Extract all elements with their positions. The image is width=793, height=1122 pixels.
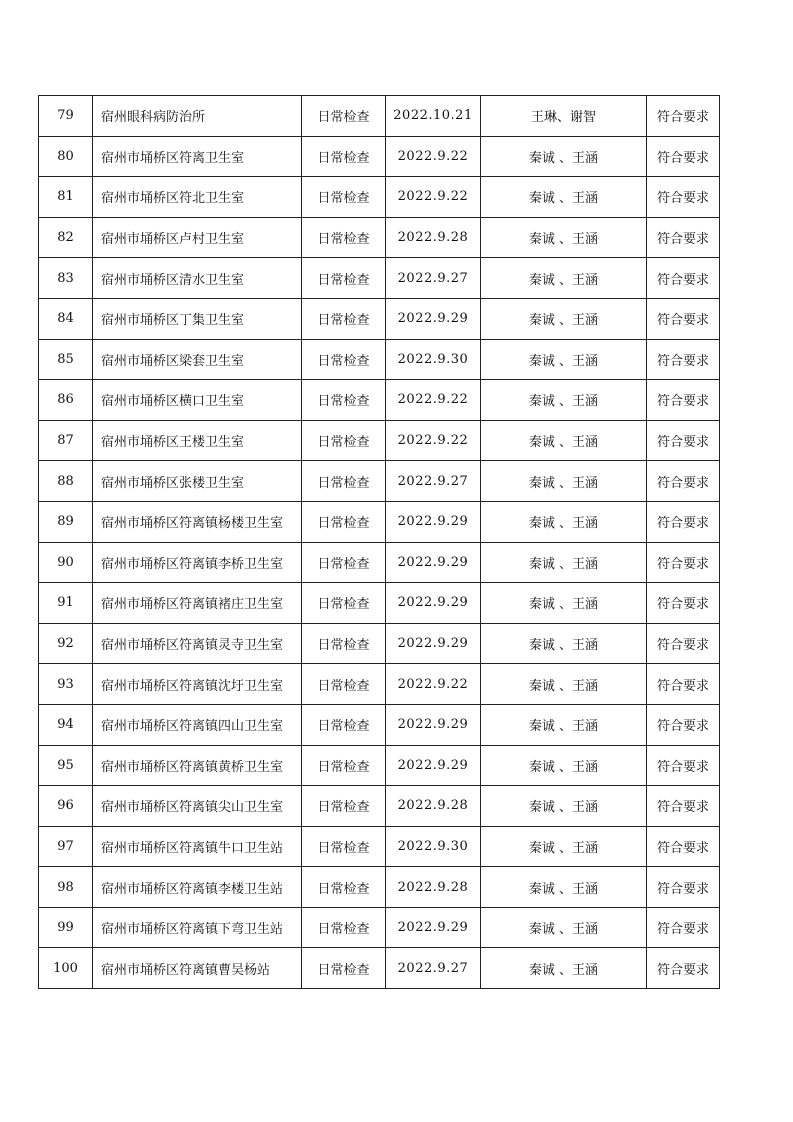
inspection-type-cell: 日常检查	[302, 217, 386, 258]
inspection-date-cell: 2022.10.21	[386, 96, 481, 137]
inspectors-cell: 秦诚 、王涵	[481, 380, 647, 421]
result-cell: 符合要求	[647, 461, 720, 502]
inspection-type-cell: 日常检查	[302, 420, 386, 461]
inspection-type-cell: 日常检查	[302, 380, 386, 421]
facility-name-cell: 宿州市埇桥区符离镇沈圩卫生室	[93, 664, 302, 705]
table-row	[39, 826, 720, 867]
row-number-cell: 88	[39, 461, 93, 502]
inspection-date-cell: 2022.9.30	[386, 826, 481, 867]
inspection-date-cell: 2022.9.29	[386, 542, 481, 583]
inspection-table	[38, 95, 720, 989]
result-cell: 符合要求	[647, 136, 720, 177]
facility-name-cell: 宿州市埇桥区丁集卫生室	[93, 298, 302, 339]
inspection-date-cell: 2022.9.29	[386, 704, 481, 745]
inspection-type-cell: 日常检查	[302, 339, 386, 380]
inspection-type-cell: 日常检查	[302, 704, 386, 745]
table-row	[39, 786, 720, 827]
facility-name-cell: 宿州市埇桥区卢村卫生室	[93, 217, 302, 258]
inspection-date-cell: 2022.9.22	[386, 177, 481, 218]
table-row	[39, 177, 720, 218]
table-row	[39, 298, 720, 339]
row-number-cell: 80	[39, 136, 93, 177]
inspectors-cell: 秦诚 、王涵	[481, 623, 647, 664]
inspection-date-cell: 2022.9.27	[386, 461, 481, 502]
facility-name-cell: 宿州眼科病防治所	[93, 96, 302, 137]
inspection-date-cell: 2022.9.22	[386, 136, 481, 177]
result-cell: 符合要求	[647, 501, 720, 542]
inspection-date-cell: 2022.9.27	[386, 258, 481, 299]
inspection-type-cell: 日常检查	[302, 96, 386, 137]
inspection-type-cell: 日常检查	[302, 623, 386, 664]
inspection-type-cell: 日常检查	[302, 177, 386, 218]
inspectors-cell: 秦诚 、王涵	[481, 745, 647, 786]
facility-name-cell: 宿州市埇桥区符离镇灵寺卫生室	[93, 623, 302, 664]
row-number-cell: 91	[39, 583, 93, 624]
inspectors-cell: 秦诚 、王涵	[481, 704, 647, 745]
row-number-cell: 83	[39, 258, 93, 299]
facility-name-cell: 宿州市埇桥区王楼卫生室	[93, 420, 302, 461]
inspection-date-cell: 2022.9.28	[386, 217, 481, 258]
table-row	[39, 339, 720, 380]
row-number-cell: 100	[39, 948, 93, 989]
table-row	[39, 907, 720, 948]
row-number-cell: 98	[39, 867, 93, 908]
result-cell: 符合要求	[647, 542, 720, 583]
table-row	[39, 258, 720, 299]
inspectors-cell: 秦诚 、王涵	[481, 664, 647, 705]
inspection-type-cell: 日常检查	[302, 745, 386, 786]
table-row	[39, 867, 720, 908]
facility-name-cell: 宿州市埇桥区符离镇下弯卫生站	[93, 907, 302, 948]
inspectors-cell: 秦诚 、王涵	[481, 339, 647, 380]
result-cell: 符合要求	[647, 298, 720, 339]
inspectors-cell: 秦诚 、王涵	[481, 461, 647, 502]
inspection-type-cell: 日常检查	[302, 461, 386, 502]
inspection-type-cell: 日常检查	[302, 786, 386, 827]
facility-name-cell: 宿州市埇桥区符北卫生室	[93, 177, 302, 218]
inspectors-cell: 秦诚 、王涵	[481, 136, 647, 177]
result-cell: 符合要求	[647, 907, 720, 948]
inspection-date-cell: 2022.9.29	[386, 298, 481, 339]
inspection-date-cell: 2022.9.28	[386, 786, 481, 827]
inspection-type-cell: 日常检查	[302, 826, 386, 867]
table-row	[39, 704, 720, 745]
inspectors-cell: 王琳、谢智	[481, 96, 647, 137]
row-number-cell: 94	[39, 704, 93, 745]
row-number-cell: 81	[39, 177, 93, 218]
inspectors-cell: 秦诚 、王涵	[481, 542, 647, 583]
inspectors-cell: 秦诚 、王涵	[481, 298, 647, 339]
row-number-cell: 93	[39, 664, 93, 705]
inspection-type-cell: 日常检查	[302, 136, 386, 177]
row-number-cell: 86	[39, 380, 93, 421]
inspection-date-cell: 2022.9.22	[386, 664, 481, 705]
result-cell: 符合要求	[647, 380, 720, 421]
inspection-date-cell: 2022.9.28	[386, 867, 481, 908]
inspection-type-cell: 日常检查	[302, 298, 386, 339]
result-cell: 符合要求	[647, 420, 720, 461]
inspectors-cell: 秦诚 、王涵	[481, 258, 647, 299]
table-row	[39, 136, 720, 177]
result-cell: 符合要求	[647, 339, 720, 380]
table-row	[39, 583, 720, 624]
inspection-type-cell: 日常检查	[302, 664, 386, 705]
table-row	[39, 745, 720, 786]
inspection-date-cell: 2022.9.29	[386, 623, 481, 664]
table-row	[39, 420, 720, 461]
row-number-cell: 95	[39, 745, 93, 786]
inspectors-cell: 秦诚 、王涵	[481, 217, 647, 258]
inspectors-cell: 秦诚 、王涵	[481, 583, 647, 624]
facility-name-cell: 宿州市埇桥区符离镇黄桥卫生室	[93, 745, 302, 786]
result-cell: 符合要求	[647, 96, 720, 137]
table-row	[39, 948, 720, 989]
table-row	[39, 461, 720, 502]
row-number-cell: 85	[39, 339, 93, 380]
inspectors-cell: 秦诚 、王涵	[481, 867, 647, 908]
row-number-cell: 99	[39, 907, 93, 948]
facility-name-cell: 宿州市埇桥区符离镇杨楼卫生室	[93, 501, 302, 542]
inspectors-cell: 秦诚 、王涵	[481, 786, 647, 827]
table-row	[39, 501, 720, 542]
facility-name-cell: 宿州市埇桥区符离镇尖山卫生室	[93, 786, 302, 827]
result-cell: 符合要求	[647, 623, 720, 664]
inspection-type-cell: 日常检查	[302, 501, 386, 542]
inspection-date-cell: 2022.9.29	[386, 907, 481, 948]
inspectors-cell: 秦诚 、王涵	[481, 420, 647, 461]
facility-name-cell: 宿州市埇桥区符离镇四山卫生室	[93, 704, 302, 745]
facility-name-cell: 宿州市埇桥区符离镇曹吴杨站	[93, 948, 302, 989]
result-cell: 符合要求	[647, 583, 720, 624]
facility-name-cell: 宿州市埇桥区清水卫生室	[93, 258, 302, 299]
inspectors-cell: 秦诚 、王涵	[481, 177, 647, 218]
row-number-cell: 90	[39, 542, 93, 583]
inspection-type-cell: 日常检查	[302, 867, 386, 908]
inspection-table-body	[39, 96, 720, 989]
inspection-date-cell: 2022.9.22	[386, 420, 481, 461]
facility-name-cell: 宿州市埇桥区符离镇褚庄卫生室	[93, 583, 302, 624]
inspection-date-cell: 2022.9.29	[386, 501, 481, 542]
row-number-cell: 87	[39, 420, 93, 461]
row-number-cell: 84	[39, 298, 93, 339]
result-cell: 符合要求	[647, 258, 720, 299]
result-cell: 符合要求	[647, 704, 720, 745]
inspection-type-cell: 日常检查	[302, 258, 386, 299]
inspection-date-cell: 2022.9.27	[386, 948, 481, 989]
inspection-date-cell: 2022.9.30	[386, 339, 481, 380]
row-number-cell: 97	[39, 826, 93, 867]
facility-name-cell: 宿州市埇桥区符离镇李楼卫生站	[93, 867, 302, 908]
inspection-type-cell: 日常检查	[302, 583, 386, 624]
table-row	[39, 96, 720, 137]
facility-name-cell: 宿州市埇桥区梁套卫生室	[93, 339, 302, 380]
result-cell: 符合要求	[647, 745, 720, 786]
result-cell: 符合要求	[647, 664, 720, 705]
inspectors-cell: 秦诚 、王涵	[481, 501, 647, 542]
inspection-type-cell: 日常检查	[302, 948, 386, 989]
inspection-type-cell: 日常检查	[302, 907, 386, 948]
inspectors-cell: 秦诚 、王涵	[481, 948, 647, 989]
facility-name-cell: 宿州市埇桥区符离镇牛口卫生站	[93, 826, 302, 867]
result-cell: 符合要求	[647, 826, 720, 867]
row-number-cell: 96	[39, 786, 93, 827]
table-row	[39, 664, 720, 705]
table-row	[39, 542, 720, 583]
row-number-cell: 82	[39, 217, 93, 258]
result-cell: 符合要求	[647, 867, 720, 908]
inspectors-cell: 秦诚 、王涵	[481, 826, 647, 867]
facility-name-cell: 宿州市埇桥区张楼卫生室	[93, 461, 302, 502]
table-row	[39, 623, 720, 664]
inspectors-cell: 秦诚 、王涵	[481, 907, 647, 948]
result-cell: 符合要求	[647, 177, 720, 218]
row-number-cell: 79	[39, 96, 93, 137]
row-number-cell: 92	[39, 623, 93, 664]
inspection-date-cell: 2022.9.29	[386, 745, 481, 786]
result-cell: 符合要求	[647, 948, 720, 989]
inspection-date-cell: 2022.9.22	[386, 380, 481, 421]
facility-name-cell: 宿州市埇桥区符离镇李桥卫生室	[93, 542, 302, 583]
table-row	[39, 380, 720, 421]
inspection-type-cell: 日常检查	[302, 542, 386, 583]
inspection-table-container	[38, 95, 719, 989]
row-number-cell: 89	[39, 501, 93, 542]
result-cell: 符合要求	[647, 786, 720, 827]
inspection-date-cell: 2022.9.29	[386, 583, 481, 624]
facility-name-cell: 宿州市埇桥区横口卫生室	[93, 380, 302, 421]
result-cell: 符合要求	[647, 217, 720, 258]
table-row	[39, 217, 720, 258]
facility-name-cell: 宿州市埇桥区符离卫生室	[93, 136, 302, 177]
